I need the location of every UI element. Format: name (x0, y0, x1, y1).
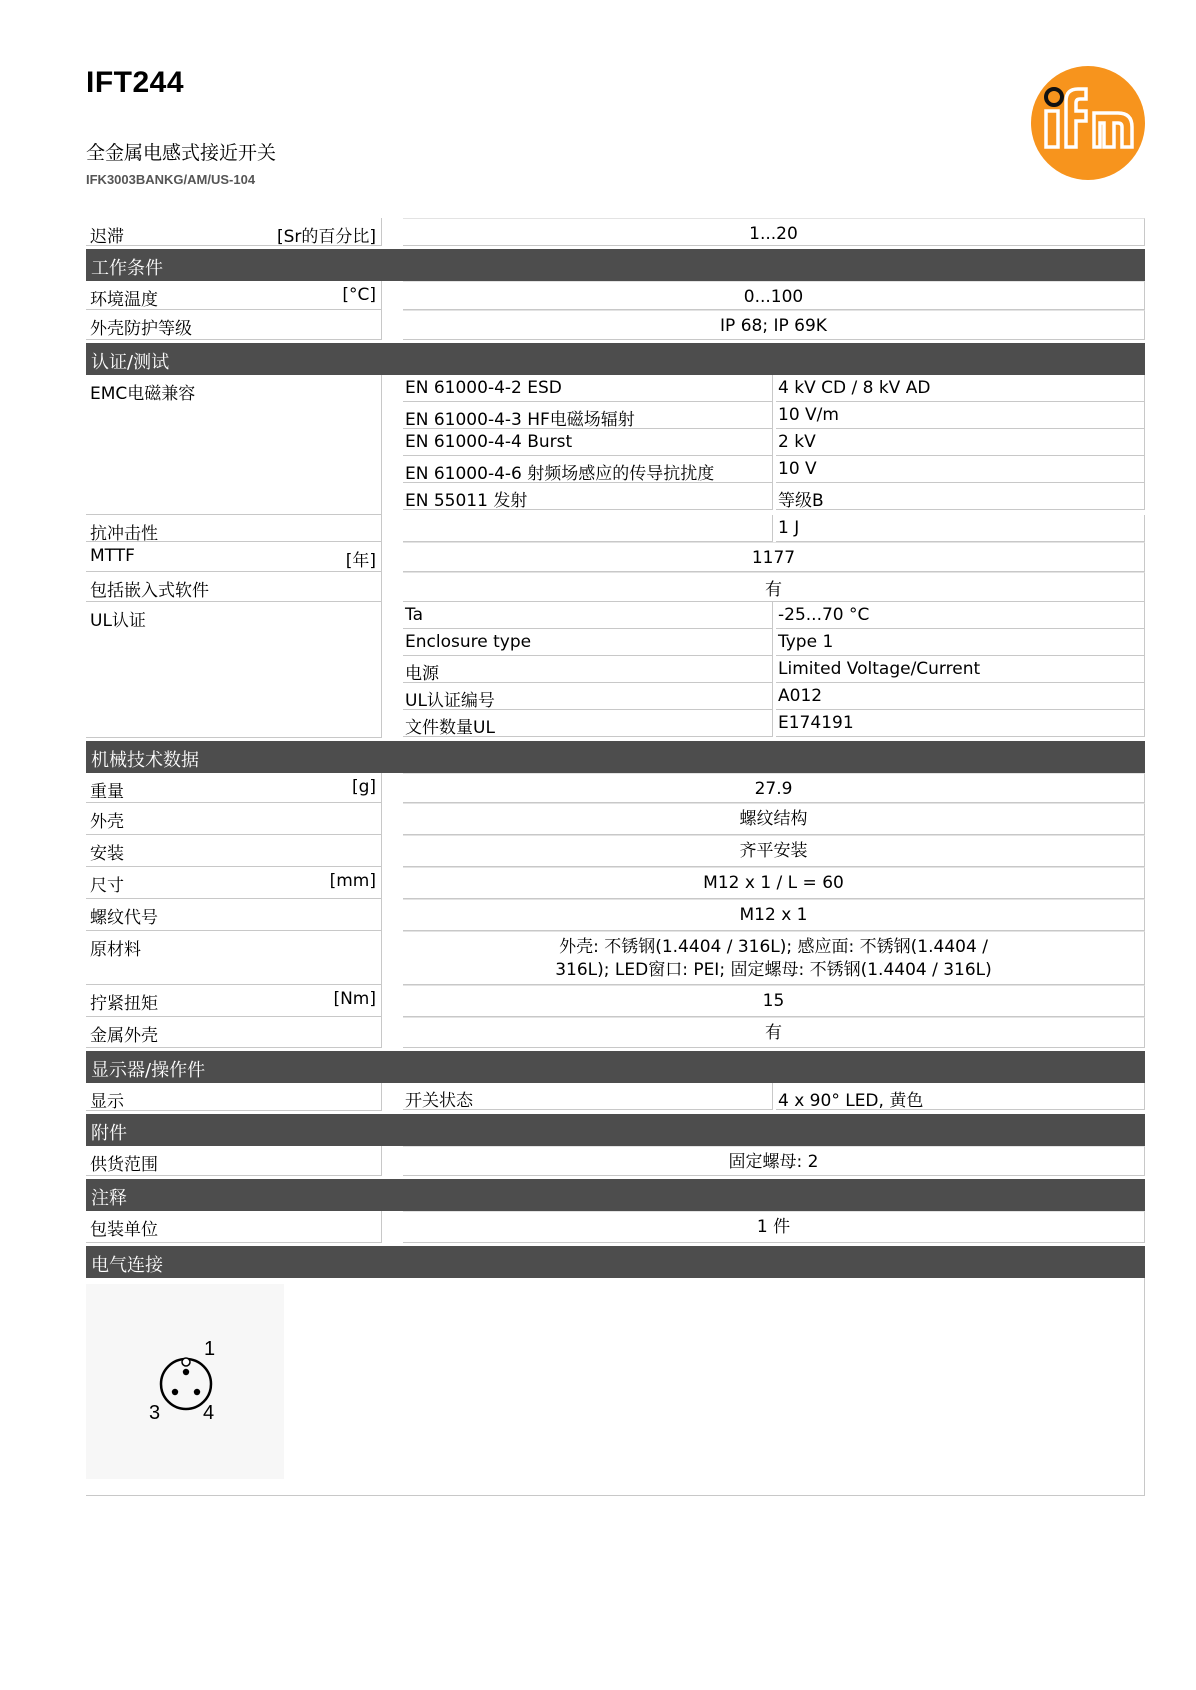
pin-4-label: 4 (203, 1402, 215, 1424)
section-notes: 注释 (86, 1179, 1145, 1211)
label: 抗冲击性 (90, 524, 158, 544)
label: 原材料 (90, 940, 141, 960)
datasheet (86, 218, 1145, 1496)
ul-item: 电源 Limited Voltage/Current (403, 656, 1145, 684)
value: 1...20 (749, 224, 798, 244)
emc-item: EN 61000-4-6 射频场感应的传导抗扰度 10 V (403, 456, 1145, 484)
sub-label: 开关状态 (405, 1091, 473, 1111)
section-operating: 工作条件 (86, 249, 1145, 281)
label: MTTF (90, 546, 135, 566)
unit: [年] (345, 551, 376, 571)
emc-item: EN 61000-4-4 Burst 2 kV (403, 429, 1145, 457)
value: M12 x 1 (739, 905, 808, 925)
row-ambient-temp (86, 281, 1145, 310)
row-thread (86, 899, 1145, 931)
ul-item: Enclosure type Type 1 (403, 629, 1145, 657)
row-packaging (86, 1211, 1145, 1243)
row-impact (86, 515, 1145, 542)
pin-3 (172, 1389, 178, 1395)
row-display (86, 1083, 1145, 1111)
connection-box (86, 1278, 1145, 1496)
unit: [Nm] (333, 989, 376, 1009)
pin-3-label: 3 (149, 1402, 161, 1424)
label: 尺寸 (90, 876, 124, 896)
logo-circle (1031, 66, 1145, 180)
row-torque (86, 985, 1145, 1017)
ifm-logo (1030, 65, 1146, 181)
unit: [°C] (342, 285, 376, 305)
row-metal-housing (86, 1017, 1145, 1048)
row-embedded-software (86, 572, 1145, 602)
label: 包装单位 (90, 1220, 158, 1240)
label: 安装 (90, 844, 124, 864)
label: 螺纹代号 (90, 908, 158, 928)
value: 有 (765, 580, 782, 600)
value: 27.9 (754, 779, 793, 799)
value: 有 (765, 1023, 782, 1043)
pin-4 (194, 1389, 200, 1395)
value: IP 68; IP 69K (720, 316, 827, 336)
row-scope-of-delivery (86, 1146, 1145, 1176)
label: 供货范围 (90, 1155, 158, 1175)
label: 重量 (90, 782, 124, 802)
value: 4 x 90° LED, 黄色 (778, 1091, 924, 1111)
ul-item: UL认证编号 A012 (403, 683, 1145, 711)
connector-diagram (86, 1284, 284, 1479)
label: UL认证 (90, 611, 146, 631)
pin-1-label: 1 (204, 1338, 216, 1360)
value: 固定螺母: 2 (728, 1152, 819, 1172)
label: 环境温度 (90, 290, 158, 310)
value: 螺纹结构 (739, 809, 808, 829)
unit: [Sr的百分比] (276, 227, 376, 247)
label: 迟滞 (90, 227, 124, 247)
row-dimensions (86, 867, 1145, 899)
pin-1 (183, 1369, 189, 1375)
product-title: IFT244 (86, 66, 185, 99)
label: EMC电磁兼容 (90, 384, 196, 404)
value: 1 J (778, 518, 800, 538)
row-mttf (86, 542, 1145, 572)
product-code: IFK3003BANKG/AM/US-104 (86, 172, 256, 187)
ul-item: 文件数量UL E174191 (403, 710, 1145, 738)
value: 1177 (751, 548, 796, 568)
value: 0...100 (743, 287, 804, 307)
section-electrical: 电气连接 (86, 1246, 1145, 1278)
label: 外壳 (90, 812, 124, 832)
value: M12 x 1 / L = 60 (703, 873, 844, 893)
section-display: 显示器/操作件 (86, 1051, 1145, 1083)
row-weight (86, 773, 1145, 803)
row-ul (86, 602, 1145, 738)
section-tests: 认证/测试 (86, 343, 1145, 375)
label: 显示 (90, 1092, 124, 1112)
unit: [g] (351, 777, 376, 797)
emc-item: EN 55011 发射 等级B (403, 483, 1145, 511)
emc-item: EN 61000-4-3 HF电磁场辐射 10 V/m (403, 402, 1145, 430)
row-housing (86, 803, 1145, 835)
connector-key (182, 1358, 190, 1366)
row-hysteresis (86, 218, 1145, 246)
value: 1 件 (756, 1217, 791, 1237)
row-protection (86, 310, 1145, 340)
value: 齐平安装 (739, 841, 808, 861)
unit: [mm] (329, 871, 376, 891)
value: 15 (762, 991, 785, 1011)
label: 金属外壳 (90, 1026, 158, 1046)
ul-item: Ta -25...70 °C (403, 602, 1145, 630)
row-emc (86, 375, 1145, 515)
emc-item: EN 61000-4-2 ESD 4 kV CD / 8 kV AD (403, 375, 1145, 403)
row-material (86, 931, 1145, 985)
label: 拧紧扭矩 (90, 994, 158, 1014)
row-mounting (86, 835, 1145, 867)
label: 包括嵌入式软件 (90, 581, 209, 601)
value: 外壳: 不锈钢(1.4404 / 316L); 感应面: 不锈钢(1.4404 / 316L); LED窗口: PEI; 固定螺母: 不锈钢(1.4404 / 316L) (555, 937, 992, 980)
section-mechanical: 机械技术数据 (86, 741, 1145, 773)
label: 外壳防护等级 (90, 319, 192, 339)
product-subtitle: 全金属电感式接近开关 (86, 142, 277, 164)
section-accessories: 附件 (86, 1114, 1145, 1146)
